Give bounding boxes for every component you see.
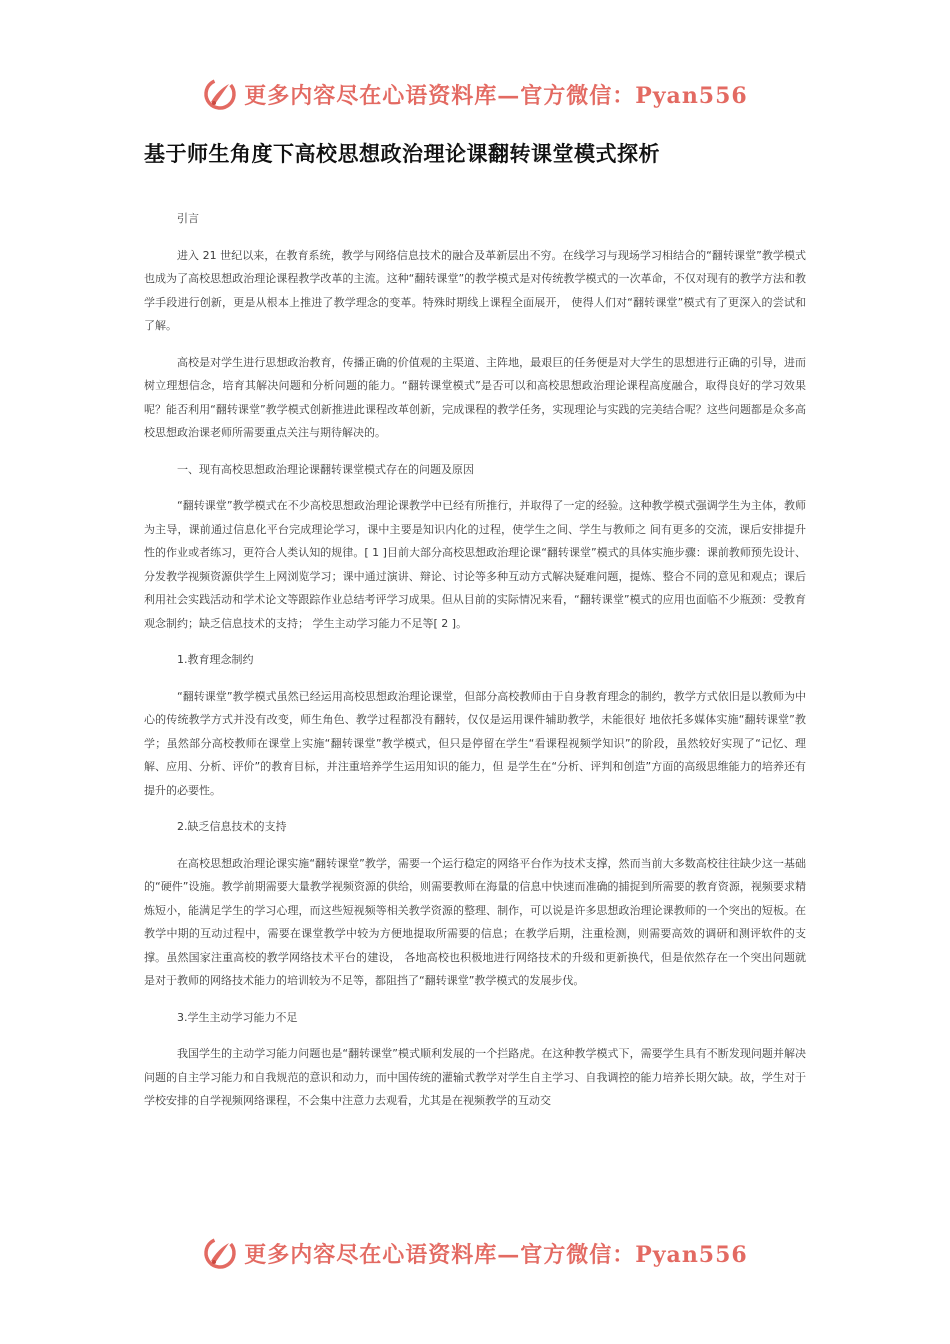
banner-text: 更多内容尽在心语资料库—官方微信：Pyan556 — [244, 82, 748, 109]
section-heading: 一、现有高校思想政治理论课翻转课堂模式存在的问题及原因 — [177, 462, 474, 476]
brush-logo-icon — [202, 76, 238, 112]
brush-logo-icon — [202, 1235, 238, 1271]
paragraph: 我国学生的主动学习能力问题也是“翻转课堂”模式顺利发展的一个拦路虎。在这种教学模式下，需要学生具有不断发现问题并解决问题的自主学习能力和自我规范的意识和动力，而中国传统的灌输式教学对学生自主学习、自我调控的能力培养长期欠缺。故，学生对于学校安排的自学视频网络课程，不会集中注意力去观看，尤其是在视频教学的互动交 — [144, 1047, 806, 1107]
banner-text: 更多内容尽在心语资料库—官方微信：Pyan556 — [244, 1241, 748, 1268]
bottom-banner — [0, 1231, 950, 1275]
document-title: 基于师生角度下高校思想政治理论课翻转课堂模式探析 — [144, 142, 660, 166]
subsection-heading: 2.缺乏信息技术的支持 — [177, 820, 287, 833]
document-body — [144, 207, 806, 1126]
paragraph: “翻转课堂”教学模式虽然已经运用高校思想政治理论课堂，但部分高校教师由于自身教育理念的制约，教学方式依旧是以教师为中心的传统教学方式并没有改变，师生角色、教学过程都没有翻转，仅仅是运用课件辅助教学，未能很好 地依托多媒体实施“翻转课堂”教学；虽然部分高校教师在课堂上实施“翻转课堂”教学模式，但只是停留在学生“看课程视频学知识”的阶段，虽然较好实现了“记忆、理解、应用、分析、评价”的教育目标，并注重培养学生运用知识的能力，但 是学生在“分析、评判和创造”方面的高级思维能力的培养还有提升的必要性。 — [144, 689, 806, 797]
paragraph: 在高校思想政治理论课实施“翻转课堂”教学，需要一个运行稳定的网络平台作为技术支撑，然而当前大多数高校往往缺少这一基础的“硬件”设施。教学前期需要大量教学视频资源的供给，则需要教师在海量的信息中快速而准确的捕捉到所需要的教育资源，视频要求精炼短小，能满足学生的学习心理，而这些短视频等相关教学资源的整理、制作，可以说是许多思想政治理论课教师的一个突出的短板。在教学中期的互动过程中，需要在课堂教学中较为方便地提取所需要的信息；在教学后期，注重检测，则需要高效的调研和测评软件的支撑。虽然国家注重高校的教学网络技术平台的建设， 各地高校也积极地进行网络技术的升级和更新换代，但是依然存在一个突出问题就是对于教师的网络技术能力的培训较为不足等，都阻挡了“翻转课堂”教学模式的发展步伐。 — [144, 856, 806, 987]
top-banner — [0, 72, 950, 116]
paragraph: “翻转课堂”教学模式在不少高校思想政治理论课教学中已经有所推行，并取得了一定的经验。这种教学模式强调学生为主体，教师为主导，课前通过信息化平台完成理论学习，课中主要是知识内化的过程，使学生之间、学生与教师之 间有更多的交流，课后安排提升性的作业或者练习，更符合人类认知的规律。[ 1 ]目前大部分高校思想政治理论课“翻转课堂”模式的具体实施步骤：课前教师预先设计、分发教学视频资源供学生上网浏览学习；课中通过演讲、辩论、讨论等多种互动方式解决疑难问题，提炼、整合不同的意见和观点；课后利用社会实践活动和学术论文等跟踪作业总结考评学习成果。但从目前的实际情况来看，“翻转课堂”模式的应用也面临不少瓶颈：受教育观念制约；缺乏信息技术的支持； 学生主动学习能力不足等[ 2 ]。 — [144, 499, 806, 630]
subsection-heading: 1.教育理念制约 — [177, 653, 254, 666]
subsection-heading: 3.学生主动学习能力不足 — [177, 1010, 298, 1024]
paragraph: 进入 21 世纪以来，在教育系统，教学与网络信息技术的融合及革新层出不穷。在线学习与现场学习相结合的“翻转课堂”教学模式也成为了高校思想政治理论课程教学改革的主流。这种“翻转课堂”的教学模式是对传统教学模式的一次革命，不仅对现有的教学方法和教学手段进行创新，更是从根本上推进了教学理念的变革。特殊时期线上课程全面展开， 使得人们对“翻转课堂”模式有了更深入的尝试和了解。 — [144, 248, 806, 332]
section-heading-intro: 引言 — [177, 212, 199, 225]
paragraph: 高校是对学生进行思想政治教育，传播正确的价值观的主渠道、主阵地，最艰巨的任务便是对大学生的思想进行正确的引导，进而树立理想信念，培育其解决问题和分析问题的能力。“翻转课堂模式”是否可以和高校思想政治理论课程高度融合，取得良好的学习效果呢？能否利用“翻转课堂”教学模式创新推进此课程改革创新，完成课程的教学任务，实现理论与实践的完美结合呢？这些问题都是众多高校思想政治课老师所需要重点关注与期待解决的。 — [144, 355, 806, 439]
